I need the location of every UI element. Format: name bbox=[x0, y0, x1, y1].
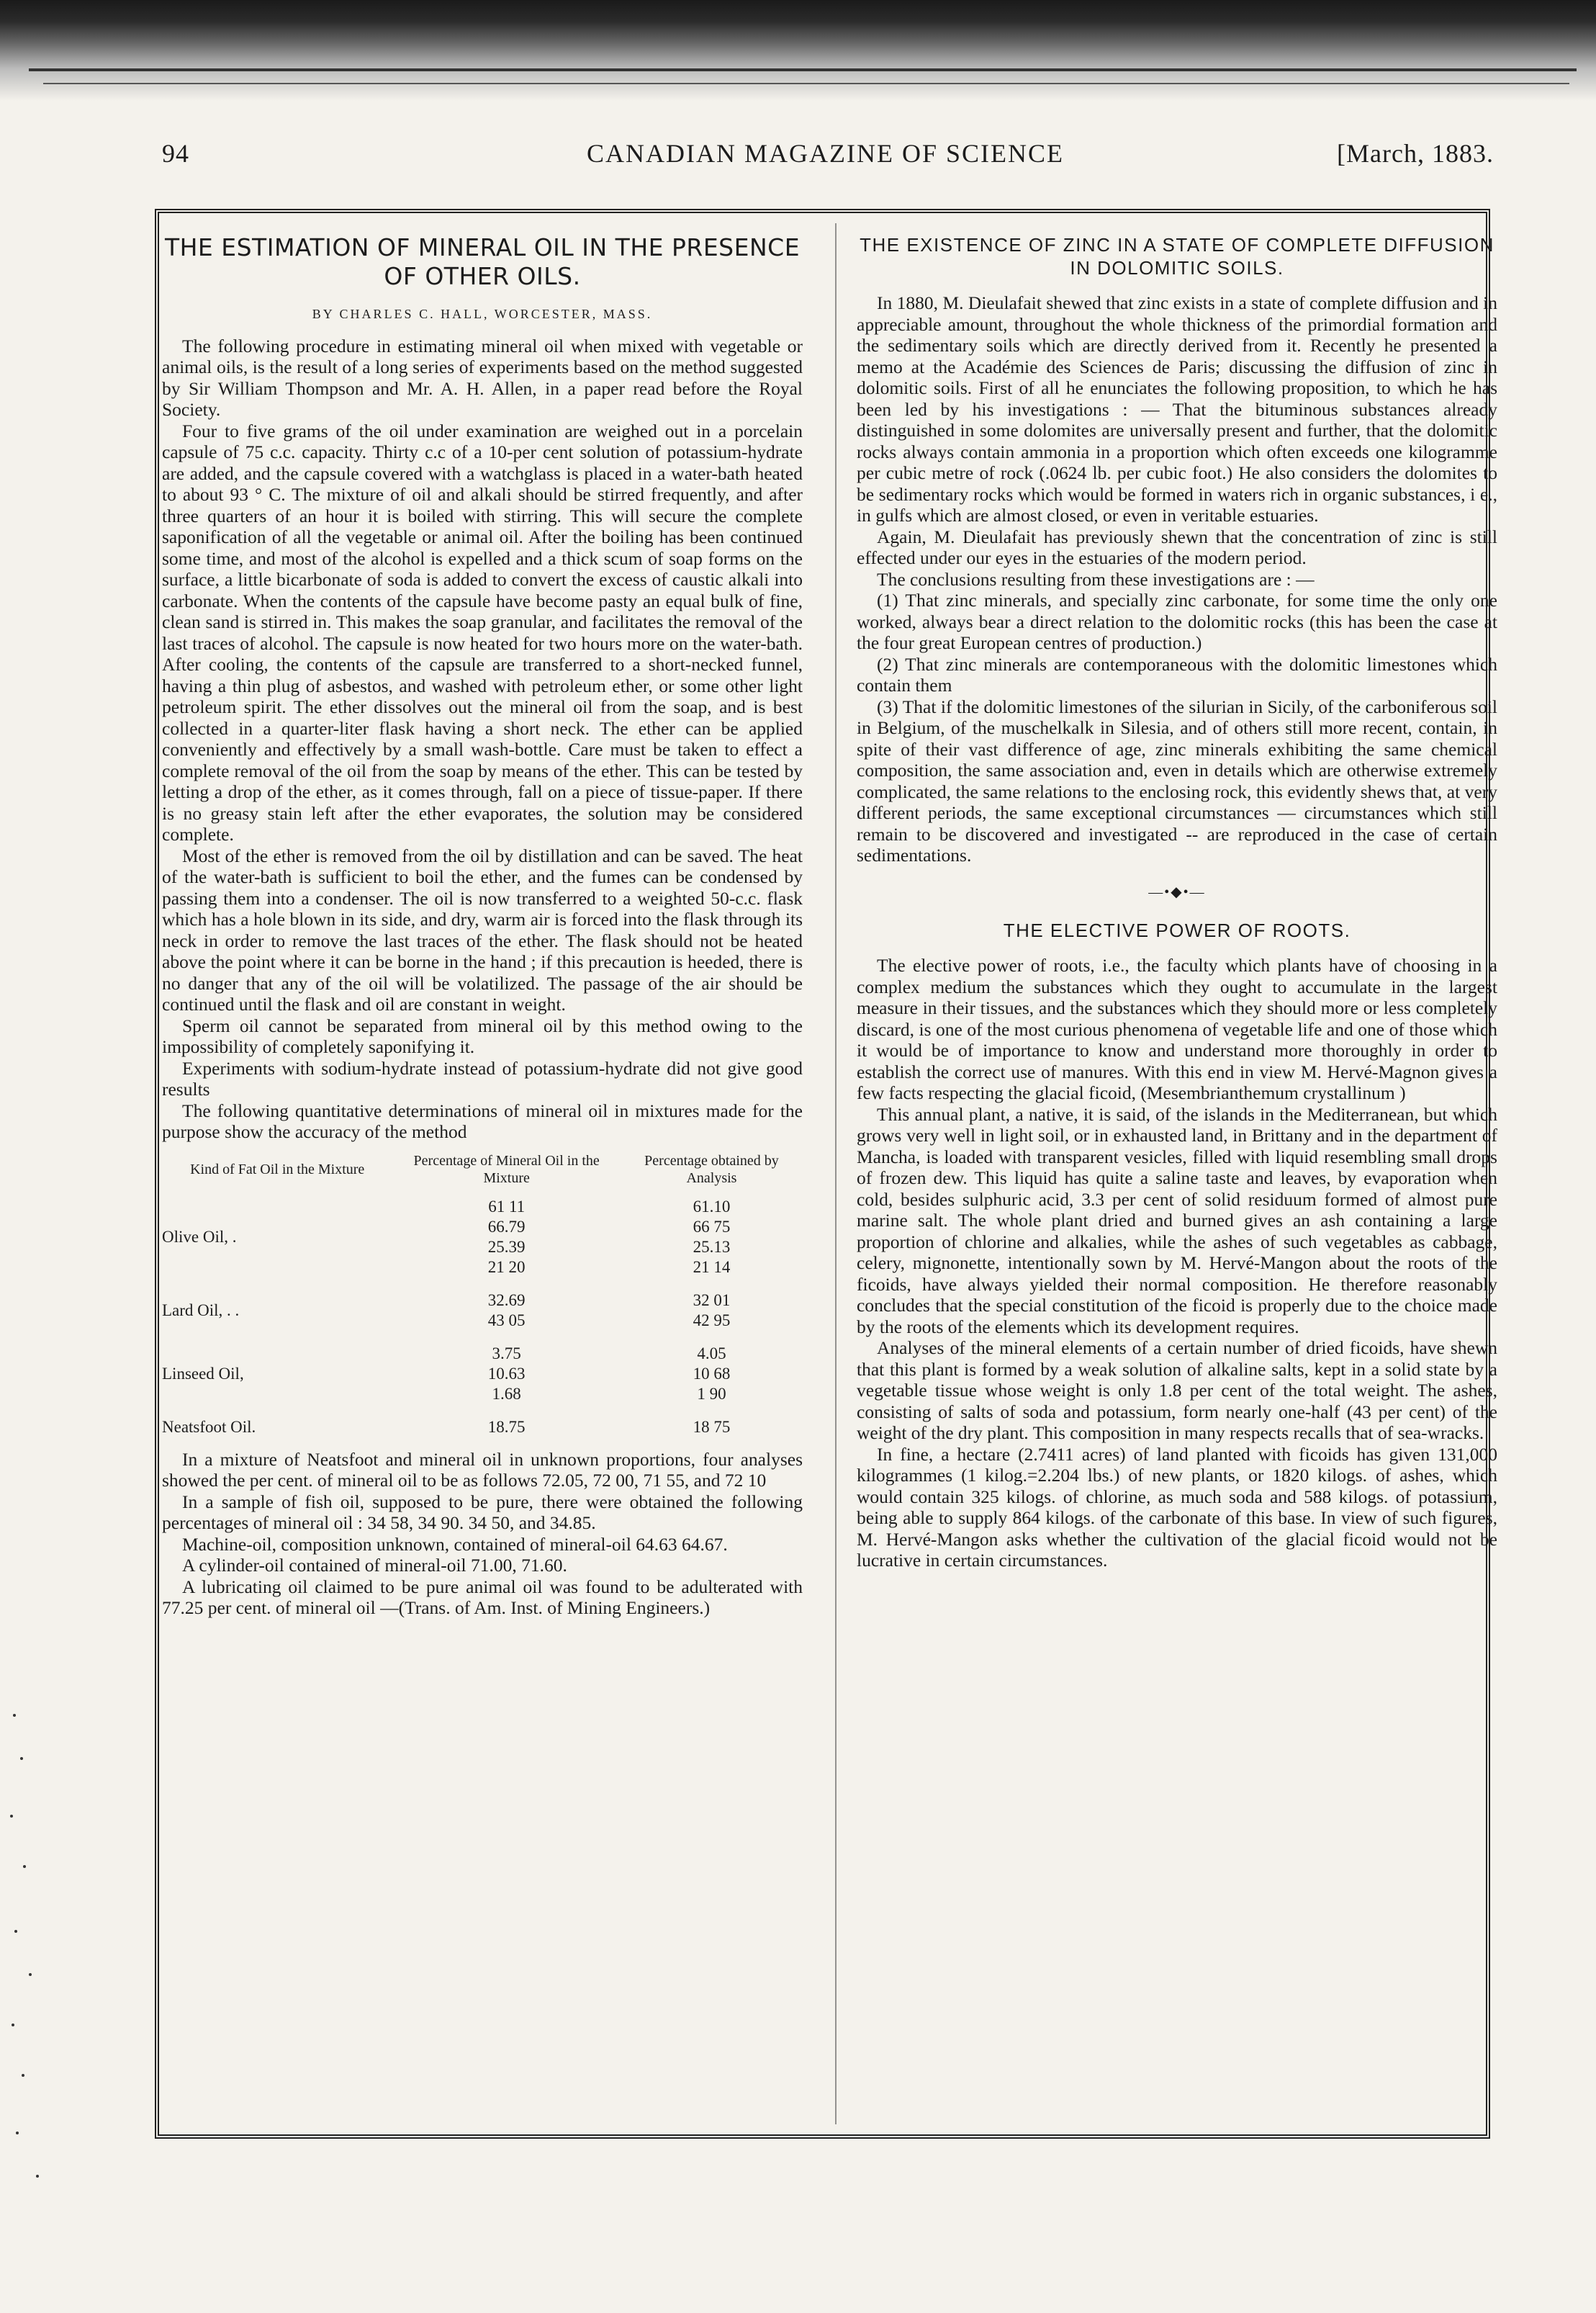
paragraph: Most of the ether is removed from the oil by distillation and can be saved. The heat of the water-bath is sufficient to boil the ether, and the fumes can be condensed by passing them into a condenser. The oil is now transferred to a weighted 50-c.c. flask which has a hole blown in its side, and dry, warm air is forced into the flask through its neck in order to remove the last traces of the ether. The flask should not be heated above the point where it can be borne in the hand ; if this precaution is heeded, there is no danger that any of the oil will be volatilized. The passage of the air should be continued until the flask and oil are constant in weight. bbox=[162, 845, 803, 1015]
left-column bbox=[162, 223, 803, 1619]
paragraph: (1) That zinc minerals, and specially zinc carbonate, for some time the only one worked, always bear a direct relation to the dolomitic rocks (this has been the case at the four great European centres of production.) bbox=[857, 590, 1497, 653]
table-row bbox=[162, 1197, 803, 1217]
paragraph: Machine-oil, composition unknown, contained of mineral-oil 64.63 64.67. bbox=[182, 1533, 728, 1555]
article-body-continued bbox=[162, 1449, 803, 1619]
paragraph: The following procedure in estimating mineral oil when mixed with vegetable or animal oils, is the result of a long series of experiments based on the method suggested by Sir William Thompson and Mr. A. H. Allen, in a paper read before the Royal Society. bbox=[162, 335, 803, 420]
article-body bbox=[857, 292, 1497, 866]
paragraph: (2) That zinc minerals are contemporaneous with the dolomitic limestones which contain them bbox=[857, 653, 1497, 696]
article-body bbox=[857, 955, 1497, 1571]
table-cell: 21 14 bbox=[693, 1257, 731, 1276]
scan-streak bbox=[43, 83, 1569, 84]
paragraph: The following quantitative determinations of mineral oil in mixtures made for the purpose show the accuracy of the method bbox=[162, 1100, 803, 1142]
table-header: Kind of Fat Oil in the Mixture bbox=[190, 1161, 365, 1177]
paragraph: A cylinder-oil contained of mineral-oil 71.00, 71.60. bbox=[182, 1555, 567, 1576]
paragraph: The conclusions resulting from these investigations are : — bbox=[877, 568, 1315, 590]
oil-kind: Neatsfoot Oil. bbox=[162, 1417, 256, 1436]
issue-date: [March, 1883. bbox=[1337, 139, 1494, 168]
page-header bbox=[140, 138, 1494, 174]
table-cell: 42 95 bbox=[693, 1311, 731, 1329]
table-cell: 3.75 bbox=[492, 1344, 521, 1362]
paragraph: A lubricating oil claimed to be pure animal oil was found to be adulterated with 77.25 per cent. of mineral oil —(Trans. of Am. Inst. of Mining Engineers.) bbox=[162, 1576, 803, 1618]
article-title: THE ELECTIVE POWER OF ROOTS. bbox=[1003, 920, 1351, 941]
paragraph: In a mixture of Neatsfoot and mineral oil in unknown proportions, four analyses showed the per cent. of mineral oil to be as follows 72.05, 72 00, 71 55, and 72 10 bbox=[162, 1448, 803, 1491]
table-cell: 32 01 bbox=[693, 1290, 731, 1309]
paragraph: In fine, a hectare (2.7411 acres) of land planted with ficoids has given 131,000 kilogrammes (1 kilog.=2.204 lbs.) of new plants, or 1820 kilogs. of ashes, which would contain 325 kilogs. of chlorine, as much soda and 588 kilogs. of potassium, being able to supply 864 kilogs. of the carbonate of this base. In view of such figures, M. Hervé-Mangon asks whether the cultivation of the glacial ficoid would not be lucrative in certain circumstances. bbox=[857, 1443, 1497, 1571]
table-header: Percentage obtained by Analysis bbox=[644, 1152, 779, 1186]
paragraph: Sperm oil cannot be separated from mineral oil by this method owing to the impossibility of completely saponifying it. bbox=[162, 1015, 803, 1057]
right-column bbox=[857, 223, 1497, 1571]
scan-streak bbox=[29, 68, 1577, 71]
table-cell: 66 75 bbox=[693, 1217, 731, 1236]
paragraph: In a sample of fish oil, supposed to be pure, there were obtained the following percentages of mineral oil : 34 58, 34 90. 34 50, and 34.85. bbox=[162, 1491, 803, 1533]
paragraph: Again, M. Dieulafait has previously shewn that the concentration of zinc is still effected under our eyes in the estuaries of the modern period. bbox=[857, 526, 1497, 568]
oil-analysis-table bbox=[162, 1151, 803, 1437]
article-title: THE ESTIMATION OF MINERAL OIL IN THE PRESENCE OF OTHER OILS. bbox=[164, 233, 801, 290]
table-cell: 25.39 bbox=[487, 1237, 526, 1256]
oil-kind: Linseed Oil, bbox=[162, 1364, 244, 1383]
paragraph: The elective power of roots, i.e., the faculty which plants have of choosing in a complex medium the substances which they ought to accumulate in the largest measure in their tissues, and the substances which they should more or less completely discard, is one of the most curious phenomena of vegetable life and one of those which it would be of importance to know and understand more thoroughly in order to establish the correct use of manures. With this end in view M. Hervé-Magnon gives a few facts respecting the glacial ficoid, (Mesembrianthemum crystallinum ) bbox=[857, 955, 1497, 1103]
table-row bbox=[162, 1290, 803, 1311]
section-separator: —•◆•— bbox=[1148, 884, 1206, 900]
table-cell: 18 75 bbox=[693, 1417, 731, 1436]
table-cell: 21 20 bbox=[487, 1257, 526, 1276]
article-body bbox=[162, 336, 803, 1143]
paragraph: Four to five grams of the oil under examination are weighed out in a porcelain capsule of 75 c.c. capacity. Thirty c.c of a 10-per cent solution of potassium-hydrate are added, and the capsule covered with a watchglass is placed in a water-bath heated to about 93 ° C. The mixture of oil and alkali should be stirred frequently, and after three quarters of an hour it is boiled with stirring. This will secure the complete saponification of all the vegetable or animal oil. After the boiling has been continued some time, and most of the alcohol is expelled and a thick scum of soap forms on the surface, a little bicarbonate of soda is added to convert the excess of caustic alkali into carbonate. When the contents of the capsule have become pasty an equal bulk of fine, clean sand is stirred in. This makes the soap granular, and facilitates the removal of the last traces of alcohol. The capsule is now heated for two hours more on the water-bath. After cooling, the contents of the capsule are transferred to a short-necked funnel, having a thin plug of asbestos, and washed with petroleum ether, or some other light petroleum spirit. The ether dissolves out the mineral oil from the soap, and is best collected in a quarter-liter flask having a short neck. The ether can be applied conveniently and effectively by a small wash-bottle. Care must be taken to effect a complete removal of the oil from the soap by means of the ether. This can be tested by letting a drop of the ether, as it comes through, fall on a piece of tissue-paper. If there is no greasy stain left after the ether evaporates, the solution may be considered complete. bbox=[162, 420, 803, 845]
table-cell: 66.79 bbox=[487, 1217, 526, 1236]
table-cell: 32.69 bbox=[487, 1290, 526, 1309]
column-rule bbox=[835, 223, 837, 2124]
paragraph: (3) That if the dolomitic limestones of the silurian in Sicily, of the carboniferous soil in Belgium, of the muschelkalk in Silesia, and of others still more recent, contain, in spite of their vast difference of age, zinc minerals exhibiting the same chemical composition, the same association and, even in details which are otherwise extremely complicated, the same relations to the enclosing rock, this evidently shews that, at very different periods, the same exceptional circumstances — circumstances which still remain to be discovered and investigated -- are reproduced in the case of certain sedimentations. bbox=[857, 696, 1497, 866]
table-cell: 43 05 bbox=[487, 1311, 526, 1329]
table-row bbox=[162, 1344, 803, 1364]
table-cell: 1 90 bbox=[697, 1384, 726, 1403]
paragraph: This annual plant, a native, it is said, of the islands in the Mediterranean, but which grows very well in light soil, or in exhausted land, in Brittany and in the department of Mancha, is loaded with transparent vesicles, filled with liquid resembling small drops of frozen dew. This liquid has quite a saline taste and leaves, by evaporation when cold, besides sulphuric acid, 3.3 per cent of solid residuum formed of almost pure marine salt. The whole plant dried and burned gives an ash containing a large proportion of chlorine and alkalies, while the ashes of such vegetables as cabbage, celery, mignonette, intentionally sown by M. Hervé-Mangon about the roots of the ficoids, have always yielded their normal composition. He therefore reasonably concludes that the special constitution of the ficoid is properly due to the choice made by the roots of the elements which its development requires. bbox=[857, 1103, 1497, 1337]
table-cell: 10.63 bbox=[487, 1364, 526, 1383]
table-cell: 18.75 bbox=[487, 1417, 526, 1436]
article-byline: BY CHARLES C. HALL, WORCESTER, MASS. bbox=[312, 307, 653, 321]
margin-specks bbox=[7, 1714, 50, 2218]
oil-kind: Lard Oil, . . bbox=[162, 1301, 240, 1319]
oil-kind: Olive Oil, . bbox=[162, 1227, 237, 1246]
table-cell: 61.10 bbox=[693, 1197, 731, 1216]
article-title: THE EXISTENCE OF ZINC IN A STATE OF COMPLETE DIFFUSION IN DOLOMITIC SOILS. bbox=[860, 234, 1494, 279]
table-cell: 61 11 bbox=[488, 1197, 526, 1216]
table-row bbox=[162, 1417, 803, 1437]
table-cell: 25.13 bbox=[693, 1237, 731, 1256]
paragraph: In 1880, M. Dieulafait shewed that zinc exists in a state of complete diffusion and in appreciable amount, throughout the whole thickness of the primordial formation and the sedimentary soils which are directly derived from it. Recently he presented a memo at the Académie des Sciences de Paris; discussing the diffusion of zinc in dolomitic soils. First of all he enunciates the following proposition, to which he has been led by his investigations : — That the bituminous substances already distinguished in some dolomites are universally present and further, that the dolomitic rocks always contain ammonia in a proportion which often exceeds one kilogramme per cubic metre of rock (.0624 lb. per cubic foot.) He also considers the dolomites to be sedimentary rocks which would be formed in waters rich in organic substances, i e., in gulfs which are almost closed, or even in veritable estuaries. bbox=[857, 292, 1497, 526]
paragraph: Experiments with sodium-hydrate instead of potassium-hydrate did not give good results bbox=[162, 1057, 803, 1100]
table-cell: 1.68 bbox=[492, 1384, 521, 1403]
table-cell: 10 68 bbox=[693, 1364, 731, 1383]
table-cell: 4.05 bbox=[697, 1344, 726, 1362]
paragraph: Analyses of the mineral elements of a certain number of dried ficoids, have shewn that this plant is formed by a weak solution of alkaline salts, kept in a solid state by a vegetable tissue whose weight is only 1.8 per cent of the total weight. The ashes, consisting of salts of soda and potassium, form nearly one-half (43 per cent) of the weight of the dry plant. This composition in many respects recalls that of sea-wracks. bbox=[857, 1337, 1497, 1443]
scan-border-top bbox=[0, 0, 1596, 108]
page-number: 94 bbox=[162, 139, 189, 168]
magazine-title: CANADIAN MAGAZINE OF SCIENCE bbox=[587, 139, 1064, 168]
table-header: Percentage of Mineral Oil in the Mixture bbox=[413, 1152, 600, 1186]
